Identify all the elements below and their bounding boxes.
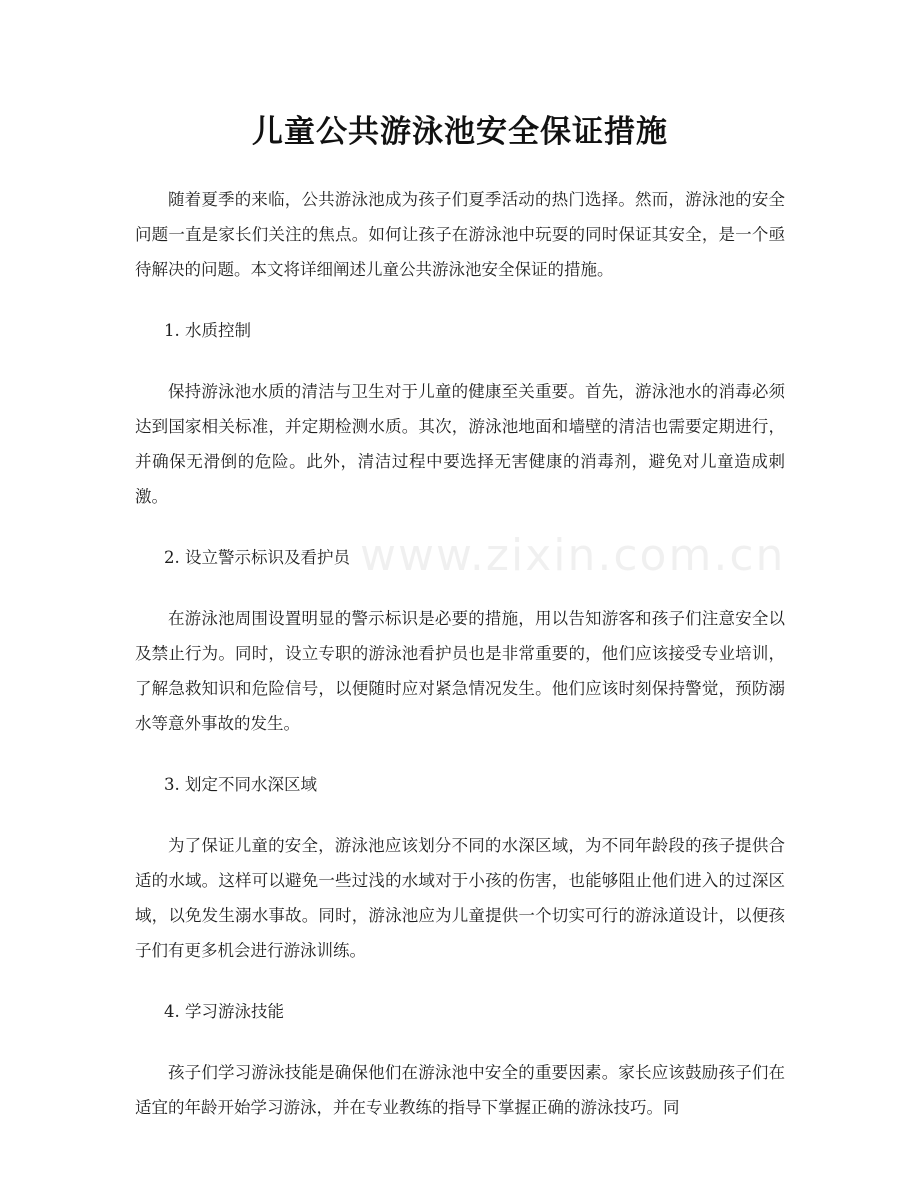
spacer	[135, 802, 785, 828]
section-paragraph: 为了保证儿童的安全，游泳池应该划分不同的水深区域，为不同年龄段的孩子提供合适的水域。这样可以避免一些过浅的水域对于小孩的伤害，也能够阻止他们进入的过深区域，以免发生溺水事故。同时，游泳池应为儿童提供一个切实可行的游泳道设计，以便孩子们有更多机会进行游泳训练。	[135, 836, 785, 960]
spacer	[135, 575, 785, 601]
spacer	[135, 514, 785, 540]
section-paragraph: 保持游泳池水质的清洁与卫生对于儿童的健康至关重要。首先，游泳池水的消毒必须达到国家相关标准，并定期检测水质。其次，游泳池地面和墙壁的清洁也需要定期进行，并确保无滑倒的危险。此外，清洁过程中要选择无害健康的消毒剂，避免对儿童造成刺激。	[135, 382, 785, 506]
section-heading: 2. 设立警示标识及看护员	[164, 548, 350, 567]
page-title: 儿童公共游泳池安全保证措施	[252, 114, 668, 150]
spacer	[135, 348, 785, 374]
intro-paragraph: 随着夏季的来临，公共游泳池成为孩子们夏季活动的热门选择。然而，游泳池的安全问题一直是家长们关注的焦点。如何让孩子在游泳池中玩耍的同时保证其安全，是一个亟待解决的问题。本文将详细阐述儿童公共游泳池安全保证的措施。	[135, 190, 785, 279]
intro-block	[135, 182, 785, 287]
section-heading: 3. 划定不同水深区域	[164, 775, 317, 794]
spacer	[135, 287, 785, 313]
spacer	[135, 968, 785, 994]
section-heading: 1. 水质控制	[164, 321, 251, 340]
section-heading: 4. 学习游泳技能	[164, 1002, 284, 1021]
watermark: www.zixin.com.cn	[360, 530, 786, 581]
spacer	[135, 741, 785, 767]
section-paragraph: 孩子们学习游泳技能是确保他们在游泳池中安全的重要因素。家长应该鼓励孩子们在适宜的年龄开始学习游泳，并在专业教练的指导下掌握正确的游泳技巧。同	[135, 1063, 785, 1117]
spacer	[135, 1029, 785, 1055]
section-paragraph: 在游泳池周围设置明显的警示标识是必要的措施，用以告知游客和孩子们注意安全以及禁止行为。同时，设立专职的游泳池看护员也是非常重要的，他们应该接受专业培训，了解急救知识和危险信号，以便随时应对紧急情况发生。他们应该时刻保持警觉，预防溺水等意外事故的发生。	[135, 609, 785, 733]
